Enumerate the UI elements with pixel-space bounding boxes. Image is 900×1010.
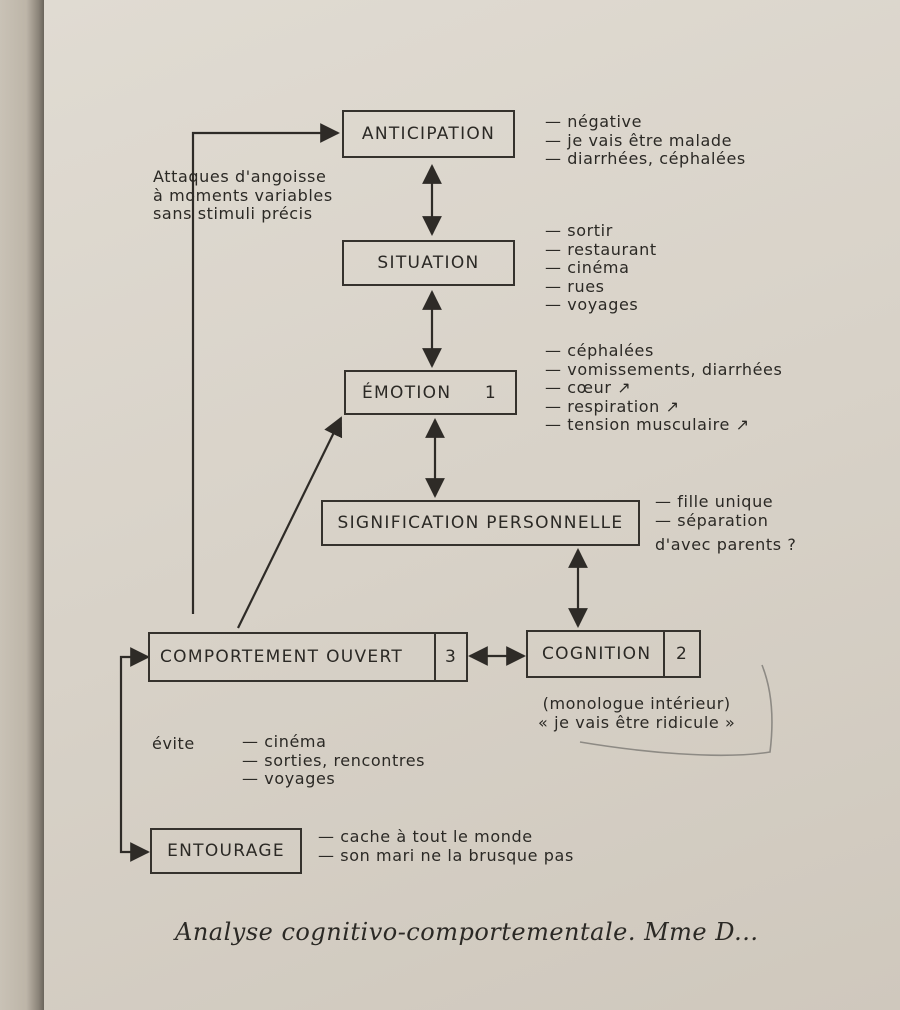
cognition-note-line: « je vais être ridicule »	[538, 712, 736, 732]
anticipation-box	[342, 110, 515, 158]
situation-notes	[545, 222, 657, 315]
evite-note-line: — sorties, rencontres	[242, 750, 426, 770]
emotion-note-line: — tension musculaire	[545, 415, 730, 434]
signification-box	[321, 500, 640, 546]
situation-note-line: — voyages	[545, 295, 639, 314]
entourage-note-line: — cache à tout le monde	[318, 827, 533, 846]
situation-note-line: — cinéma	[545, 258, 630, 277]
loop-arrow-comportement-entourage	[121, 657, 148, 852]
comportement-box	[148, 632, 468, 682]
cognition-number: 2	[663, 632, 699, 676]
increase-arrow-icon: ↗	[665, 396, 680, 416]
entourage-notes	[318, 828, 574, 865]
evite-label: évite	[152, 734, 195, 753]
attaques-line: Attaques d'angoisse	[153, 167, 327, 186]
attaques-line: à moments variables	[153, 185, 333, 205]
anticipation-label: ANTICIPATION	[361, 124, 496, 144]
anticipation-notes	[545, 113, 746, 169]
emotion-note-line: — vomissements, diarrhées	[545, 359, 783, 379]
emotion-note-line: — céphalées	[545, 341, 654, 360]
situation-note-line: — rues	[545, 276, 605, 296]
emotion-label: ÉMOTION	[362, 382, 452, 403]
cognition-note-line: (monologue intérieur)	[542, 694, 731, 713]
entourage-note-line: — son mari ne la brusque pas	[318, 845, 574, 865]
attaques-note	[153, 168, 333, 224]
comportement-number: 3	[434, 634, 466, 680]
signification-note-line: — séparation	[655, 510, 769, 530]
situation-label: SITUATION	[377, 253, 480, 273]
signification-note-line: d'avec parents ?	[655, 535, 797, 554]
signification-label: SIGNIFICATION PERSONNELLE	[337, 513, 624, 533]
anticipation-note-line: — négative	[545, 112, 643, 131]
anticipation-note-line: — diarrhées, céphalées	[545, 149, 746, 168]
increase-arrow-icon: ↗	[735, 415, 750, 434]
evite-note-line: — cinéma	[242, 732, 327, 751]
anticipation-note-line: — je vais être malade	[545, 130, 733, 150]
emotion-number: 1	[484, 382, 497, 403]
emotion-notes	[545, 342, 782, 435]
signification-notes	[655, 493, 797, 555]
situation-note-line: — sortir	[545, 221, 613, 240]
evite-note-line: — voyages	[242, 769, 336, 788]
attaques-line: sans stimuli précis	[153, 204, 313, 223]
entourage-label: ENTOURAGE	[167, 841, 285, 861]
evite-notes	[242, 733, 425, 789]
situation-note-line: — restaurant	[545, 239, 657, 259]
entourage-box	[150, 828, 302, 874]
increase-arrow-icon: ↗	[617, 378, 632, 397]
emotion-note-line: — cœur	[545, 378, 612, 397]
comportement-label: COMPORTEMENT OUVERT	[160, 647, 404, 667]
signification-note-line: — fille unique	[655, 492, 774, 511]
figure-caption: Analyse cognitivo-comportementale. Mme D...	[175, 918, 759, 946]
cognition-label: COGNITION	[542, 644, 652, 664]
emotion-note-line: — respiration	[545, 396, 660, 416]
emotion-box	[344, 370, 517, 415]
cognition-notes	[538, 695, 735, 732]
situation-box	[342, 240, 515, 286]
cognition-box	[526, 630, 701, 678]
